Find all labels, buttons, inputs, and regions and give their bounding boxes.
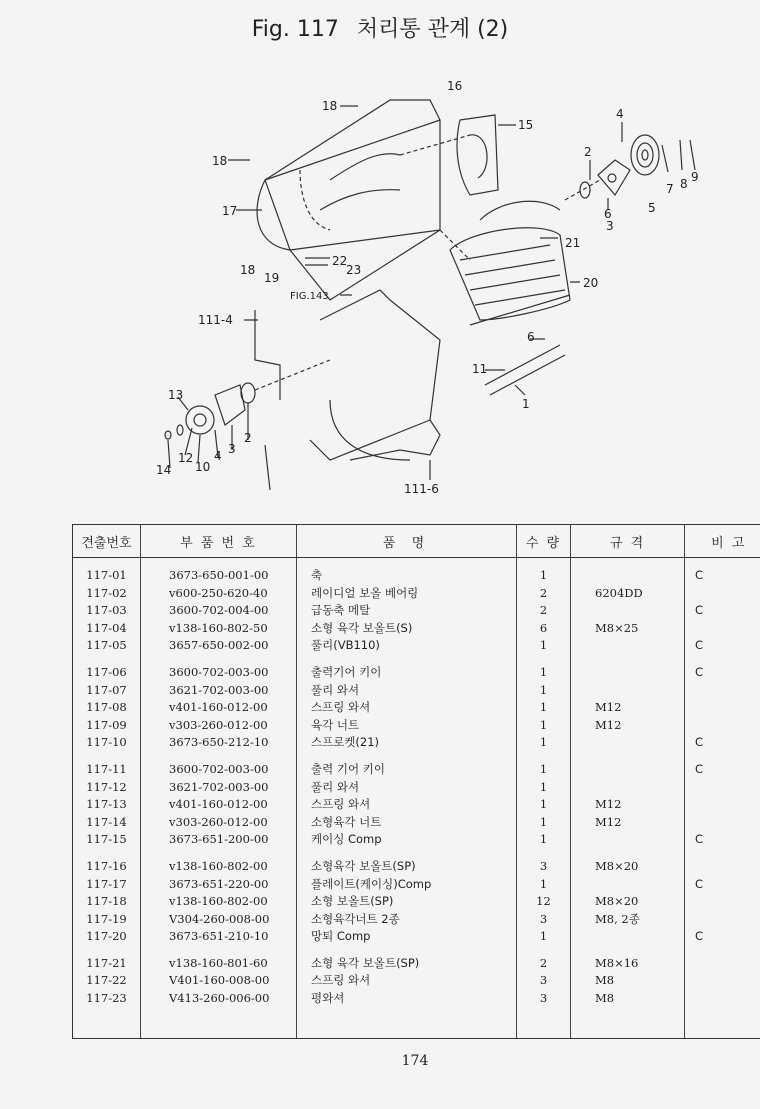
part-name-cell: 케이싱 Comp [311,832,382,847]
part-name-cell: 축 [311,568,323,582]
part-number-cell: V413-260-006-00 [169,991,270,1006]
callout-8: 8 [680,177,688,191]
part-number-cell: v138-160-802-50 [169,620,268,635]
remark-cell [695,779,760,797]
callout-5: 5 [648,201,656,215]
part-name-cell: 풀리(VB110) [311,638,380,653]
remark-cell: C [695,568,704,582]
part-name-cell: 육각 너트 [311,717,360,732]
part-number-cell: v303-260-012-00 [169,814,268,829]
part-name-cell: 소형육각 너트 [311,814,382,829]
callout-2-left: 2 [244,431,252,445]
spec-cell [595,831,684,849]
item-number-cell: 117-21 [86,955,127,970]
callout-23: 23 [346,263,362,277]
spec-cell: M8×20 [595,858,639,873]
remark-cell [695,911,760,929]
callout-111-4: 111-4 [198,313,233,327]
callout-16: 16 [447,79,463,93]
callout-10: 10 [195,460,211,474]
callout-20: 20 [583,276,599,290]
callout-4-left: 4 [214,449,222,463]
item-number-cell: 117-03 [86,603,127,618]
quantity-cell: 3 [539,991,548,1006]
callout-17: 17 [222,204,238,218]
table-row [73,558,760,1008]
callout-18b: 18 [212,154,228,168]
spec-cell [595,734,684,752]
part-name-cell: 소형육각 보올트(SP) [311,858,416,873]
quantity-cell: 1 [539,682,548,697]
quantity-cell: 3 [539,911,548,926]
callout-7: 7 [666,182,674,196]
figure-number: Fig. 117 [251,17,339,42]
remark-cell [695,585,760,603]
quantity-cell: 1 [539,929,548,944]
item-number-cell: 117-16 [86,858,127,873]
spec-cell: M8 [595,973,615,988]
callout-13: 13 [168,388,184,402]
spec-cell [595,876,684,894]
remark-cell [695,699,760,717]
header-remarks: 비 고 [685,525,760,558]
spec-cell [595,761,684,779]
item-number-cell: 117-15 [86,832,127,847]
item-number-cell: 117-02 [86,585,127,600]
quantity-cell: 1 [539,779,548,794]
item-number-cell: 117-08 [86,700,127,715]
callout-2: 2 [584,145,592,159]
column-part-number [141,558,297,1008]
spec-cell: M8×25 [595,620,639,635]
spec-cell: M8×20 [595,894,639,909]
remark-cell [695,893,760,911]
part-number-cell: v401-160-012-00 [169,700,268,715]
item-number-cell: 117-14 [86,814,127,829]
column-part-name [297,558,517,1008]
spec-cell [595,637,684,655]
exploded-parts-diagram [0,60,760,510]
spec-cell: M12 [595,814,622,829]
remark-cell: C [695,735,704,750]
quantity-cell: 1 [539,797,548,812]
quantity-cell: 1 [539,876,548,891]
remark-cell [695,620,760,638]
callout-15: 15 [518,118,534,132]
part-name-cell: 레이디얼 보올 베어링 [311,585,419,600]
part-name-cell: 평와셔 [311,991,345,1006]
part-name-cell: 망퇴 Comp [311,929,371,944]
column-item-number [73,558,141,1008]
spec-cell [595,928,684,946]
part-number-cell: v138-160-802-00 [169,858,268,873]
column-quantity [517,558,571,1008]
spec-cell [595,567,684,585]
remark-cell [695,717,760,735]
item-number-cell: 117-06 [86,664,127,679]
item-number-cell: 117-09 [86,717,127,732]
part-number-cell: 3600-702-004-00 [169,603,269,618]
part-number-cell: v138-160-802-00 [169,894,268,909]
spec-cell: M8, 2종 [595,911,640,926]
callout-6: 6 [527,330,535,344]
part-name-cell: 스프링 와셔 [311,973,371,988]
callout-14: 14 [156,463,172,477]
part-name-cell: 플레이트(케이싱)Comp [311,876,432,891]
part-number-cell: 3600-702-003-00 [169,664,269,679]
item-number-cell: 117-07 [86,682,127,697]
item-number-cell: 117-05 [86,638,127,653]
remark-cell [695,796,760,814]
remark-cell [695,990,760,1008]
part-number-cell: 3673-651-210-10 [169,929,269,944]
callout-12: 12 [178,451,194,465]
part-name-cell: 출력기어 키이 [311,664,382,679]
spec-cell [595,664,684,682]
remark-cell [695,814,760,832]
header-part-name: 품 명 [297,525,517,558]
item-number-cell: 117-11 [86,761,127,776]
spec-cell: M12 [595,797,622,812]
part-name-cell: 급동축 메탈 [311,603,371,618]
quantity-cell: 3 [539,858,548,873]
item-number-cell: 117-22 [86,973,127,988]
item-number-cell: 117-01 [86,568,127,582]
table-header-row [73,525,760,558]
item-number-cell: 117-17 [86,876,127,891]
callout-3: 3 [606,219,614,233]
remark-cell: C [695,876,704,891]
part-name-cell: 소형 보올트(SP) [311,894,394,909]
quantity-cell: 6 [539,620,548,635]
quantity-cell: 2 [539,955,548,970]
item-number-cell: 117-10 [86,735,127,750]
item-number-cell: 117-04 [86,620,127,635]
item-number-cell: 117-20 [86,929,127,944]
part-name-cell: 소형육각너트 2종 [311,911,400,926]
quantity-cell: 3 [539,973,548,988]
callout-18c: 18 [240,263,256,277]
spec-cell: M8 [595,991,615,1006]
part-number-cell: V304-260-008-00 [169,911,270,926]
quantity-cell: 1 [539,568,548,582]
part-number-cell: 3673-651-200-00 [169,832,269,847]
quantity-cell: 1 [539,717,548,732]
callout-18: 18 [322,99,338,113]
part-number-cell: V401-160-008-00 [169,973,270,988]
callout-3-left: 3 [228,442,236,456]
quantity-cell: 1 [539,638,548,653]
remark-cell: C [695,638,704,653]
remark-cell [695,682,760,700]
part-number-cell: v138-160-801-60 [169,955,268,970]
part-name-cell: 풀리 와셔 [311,682,360,697]
callout-11: 11 [472,362,488,376]
item-number-cell: 117-13 [86,797,127,812]
callout-19: 19 [264,271,280,285]
header-index: 견출번호 [73,525,141,558]
page-title [0,12,760,43]
part-number-cell: 3673-650-212-10 [169,735,269,750]
part-name-cell: 스프링 와셔 [311,700,371,715]
spec-cell: M12 [595,700,622,715]
quantity-cell: 1 [539,700,548,715]
quantity-cell: 1 [539,664,548,679]
part-number-cell: 3600-702-003-00 [169,761,269,776]
callout-fig143: FIG.143 [290,291,329,302]
quantity-cell: 2 [539,603,548,618]
part-name-cell: 소형 육각 보올트(S) [311,620,413,635]
remark-cell: C [695,832,704,847]
remark-cell: C [695,603,704,618]
table-footer-row [73,1008,760,1039]
callout-4: 4 [616,107,624,121]
callout-1: 1 [522,397,530,411]
quantity-cell: 1 [539,832,548,847]
remark-cell: C [695,929,704,944]
callout-111-6: 111-6 [404,482,439,496]
spec-cell: M12 [595,717,622,732]
item-number-cell: 117-19 [86,911,127,926]
spec-cell [595,602,684,620]
item-number-cell: 117-23 [86,991,127,1006]
parts-table [72,524,760,1039]
quantity-cell: 1 [539,761,548,776]
page-number: 174 [401,1053,429,1069]
part-number-cell: 3673-651-220-00 [169,876,269,891]
column-spec [571,558,685,1008]
item-number-cell: 117-12 [86,779,127,794]
callout-22: 22 [332,254,348,268]
part-number-cell: 3621-702-003-00 [169,682,269,697]
spec-cell [595,779,684,797]
spec-cell: 6204DD [595,585,643,600]
quantity-cell: 1 [539,735,548,750]
part-name-cell: 소형 육각 보올트(SP) [311,955,420,970]
item-number-cell: 117-18 [86,894,127,909]
part-number-cell: v303-260-012-00 [169,717,268,732]
quantity-cell: 1 [539,814,548,829]
header-part-number: 부 품 번 호 [141,525,297,558]
part-name-cell: 풀리 와셔 [311,779,360,794]
spec-cell: M8×16 [595,955,639,970]
part-number-cell: v401-160-012-00 [169,797,268,812]
spec-cell [595,682,684,700]
remark-cell [695,972,760,990]
callout-9: 9 [691,170,699,184]
part-number-cell: v600-250-620-40 [169,585,268,600]
remark-cell [695,955,760,973]
part-name-cell: 출력 기어 키이 [311,761,385,776]
remark-cell [695,858,760,876]
quantity-cell: 2 [539,585,548,600]
header-spec: 규 격 [571,525,685,558]
header-quantity: 수 량 [517,525,571,558]
column-remark [685,558,760,1008]
remark-cell: C [695,761,704,776]
part-number-cell: 3673-650-001-00 [169,568,269,582]
part-number-cell: 3621-702-003-00 [169,779,269,794]
callout-6-top: 6 [604,207,612,221]
part-name-cell: 스프링 와셔 [311,797,371,812]
remark-cell: C [695,664,704,679]
part-number-cell: 3657-650-002-00 [169,638,269,653]
figure-caption: 처리통 관계 (2) [356,17,509,42]
part-name-cell: 스프로켓(21) [311,735,380,750]
quantity-cell: 12 [536,894,551,909]
callout-21: 21 [565,236,581,250]
